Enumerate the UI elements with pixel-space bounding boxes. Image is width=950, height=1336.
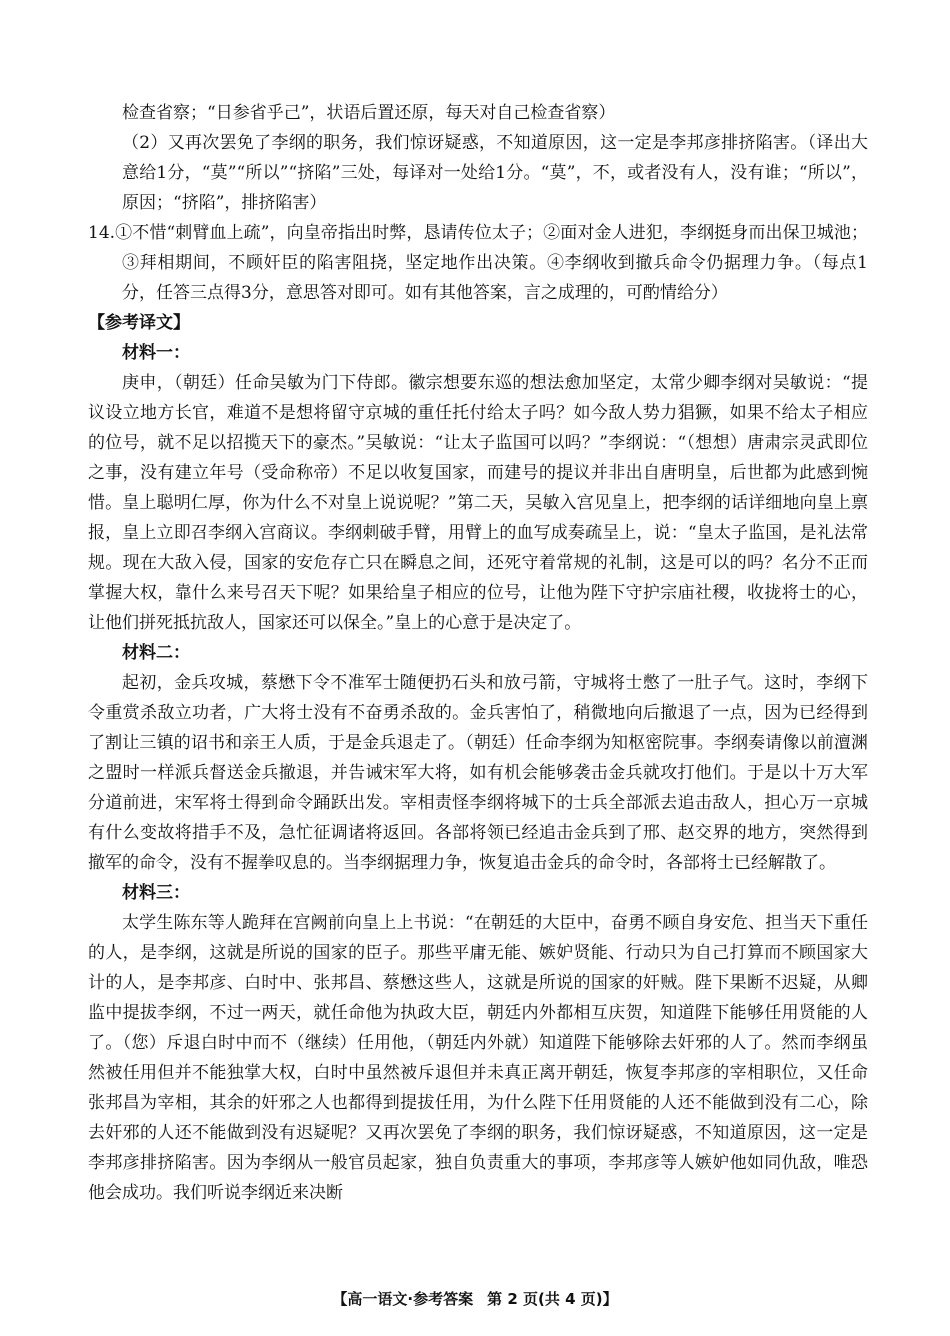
material2-title: 材料二： bbox=[122, 643, 190, 663]
material1-text: 庚申，（朝廷）任命吴敏为门下侍郎。徽宗想要东巡的想法愈加坚定，太常少卿李纲对吴敏说：“提议设立地方长官，难道不是想将留守京城的重任托付给太子吗？如今敌人势力猖獗，如果不给太子相应的位号，就不足以招揽天下的豪杰。”吴敏说：“让太子监国可以吗？”李纲说：“（想想）唐肃宗灵武即位之事，没有建立年号（受命称帝）不足以收复国家，而建号的提议并非出自唐明皇，后世都为此感到惋惜。皇上聪明仁厚，你为什么不对皇上说说呢？”第二天，吴敏入宫见皇上，把李纲的话详细地向皇上禀报，皇上立即召李纲入宫商议。李纲刺破手臂，用臂上的血写成奏疏呈上，说：“皇太子监国，是礼法常规。现在大敌入侵，国家的安危存亡只在瞬息之间，还死守着常规的礼制，这是可以的吗？名分不正而掌握大权，靠什么来号召天下呢？如果给皇子相应的位号，让他为陛下守护宗庙社稷，收拢将士的心，让他们拼死抵抗敌人，国家还可以保全。”皇上的心意于是决定了。 bbox=[88, 373, 868, 633]
q13-tail: 检查省察；“日参省乎己”，状语后置还原，每天对自己检查省察） bbox=[122, 103, 616, 123]
material2-text: 起初，金兵攻城，蔡懋下令不准军士随便扔石头和放弓箭，守城将士憋了一肚子气。这时，李纲下令重赏杀敌立功者，广大将士没有不奋勇杀敌的。金兵害怕了，稍微地向后撤退了一点，因为已经得到了割让三镇的诏书和亲王人质，于是金兵退走了。（朝廷）任命李纲为知枢密院事。李纲奏请像以前澶渊之盟时一样派兵督送金兵撤退，并告诫宋军大将，如有机会能够袭击金兵就攻打他们。于是以十万大军分道前进，宋军将士得到命令踊跃出发。宰相责怪李纲将城下的士兵全部派去追击敌人，担心万一京城有什么变故将措手不及，急忙征调诸将返回。各部将领已经追击金兵到了邢、赵交界的地方，突然得到撤军的命令，没有不握拳叹息的。当李纲据理力争，恢复追击金兵的命令时，各部将士已经解散了。 bbox=[88, 673, 868, 873]
page-footer bbox=[0, 1288, 950, 1310]
translation-heading: 【参考译文】 bbox=[88, 313, 190, 333]
document-body bbox=[88, 98, 868, 1208]
footer-page-number: 第 2 页(共 4 页)】 bbox=[487, 1290, 618, 1308]
q14-answer: 14.①不惜“刺臂血上疏”，向皇帝指出时弊，恳请传位太子；②面对金人进犯，李纲挺身而出保卫城池；③拜相期间，不顾奸臣的陷害阻挠，坚定地作出决策。④李纲收到撤兵命令仍据理力争。（每点1分，任答三点得3分，意思答对即可。如有其他答案，言之成理的，可酌情给分） bbox=[88, 223, 868, 303]
q13-part2: （2）又再次罢免了李纲的职务，我们惊讶疑惑，不知道原因，这一定是李邦彦排挤陷害。（译出大意给1分，“莫”“所以”“挤陷”三处，每译对一处给1分。“莫”，不，或者没有人，没有谁；“所以”，原因；“挤陷”，排挤陷害） bbox=[122, 133, 868, 213]
material3-title: 材料三： bbox=[122, 883, 190, 903]
material3-text: 太学生陈东等人跪拜在宫阙前向皇上上书说：“在朝廷的大臣中，奋勇不顾自身安危、担当天下重任的人，是李纲，这就是所说的国家的臣子。那些平庸无能、嫉妒贤能、行动只为自己打算而不顾国家大计的人，是李邦彦、白时中、张邦昌、蔡懋这些人，这就是所说的国家的奸贼。陛下果断不迟疑，从卿监中提拔李纲，不过一两天，就任命他为执政大臣，朝廷内外都相互庆贺，知道陛下能够任用贤能的人了。（您）斥退白时中而不（继续）任用他，（朝廷内外就）知道陛下能够除去奸邪的人了。然而李纲虽然被任用但并不能独掌大权，白时中虽然被斥退但并未真正离开朝廷，恢复李邦彦的宰相职位，又任命张邦昌为宰相，其余的奸邪之人也都得到提拔任用，为什么陛下任用贤能的人还不能做到没有二心，除去奸邪的人还不能做到没有迟疑呢？又再次罢免了李纲的职务，我们惊讶疑惑，不知道原因，这一定是李邦彦排挤陷害。因为李纲从一般官员起家，独自负责重大的事项，李邦彦等人嫉妒他如同仇敌，唯恐他会成功。我们听说李纲近来决断 bbox=[88, 913, 868, 1203]
material1-title: 材料一： bbox=[122, 343, 190, 363]
footer-subject: 【高一语文·参考答案 bbox=[332, 1290, 474, 1308]
